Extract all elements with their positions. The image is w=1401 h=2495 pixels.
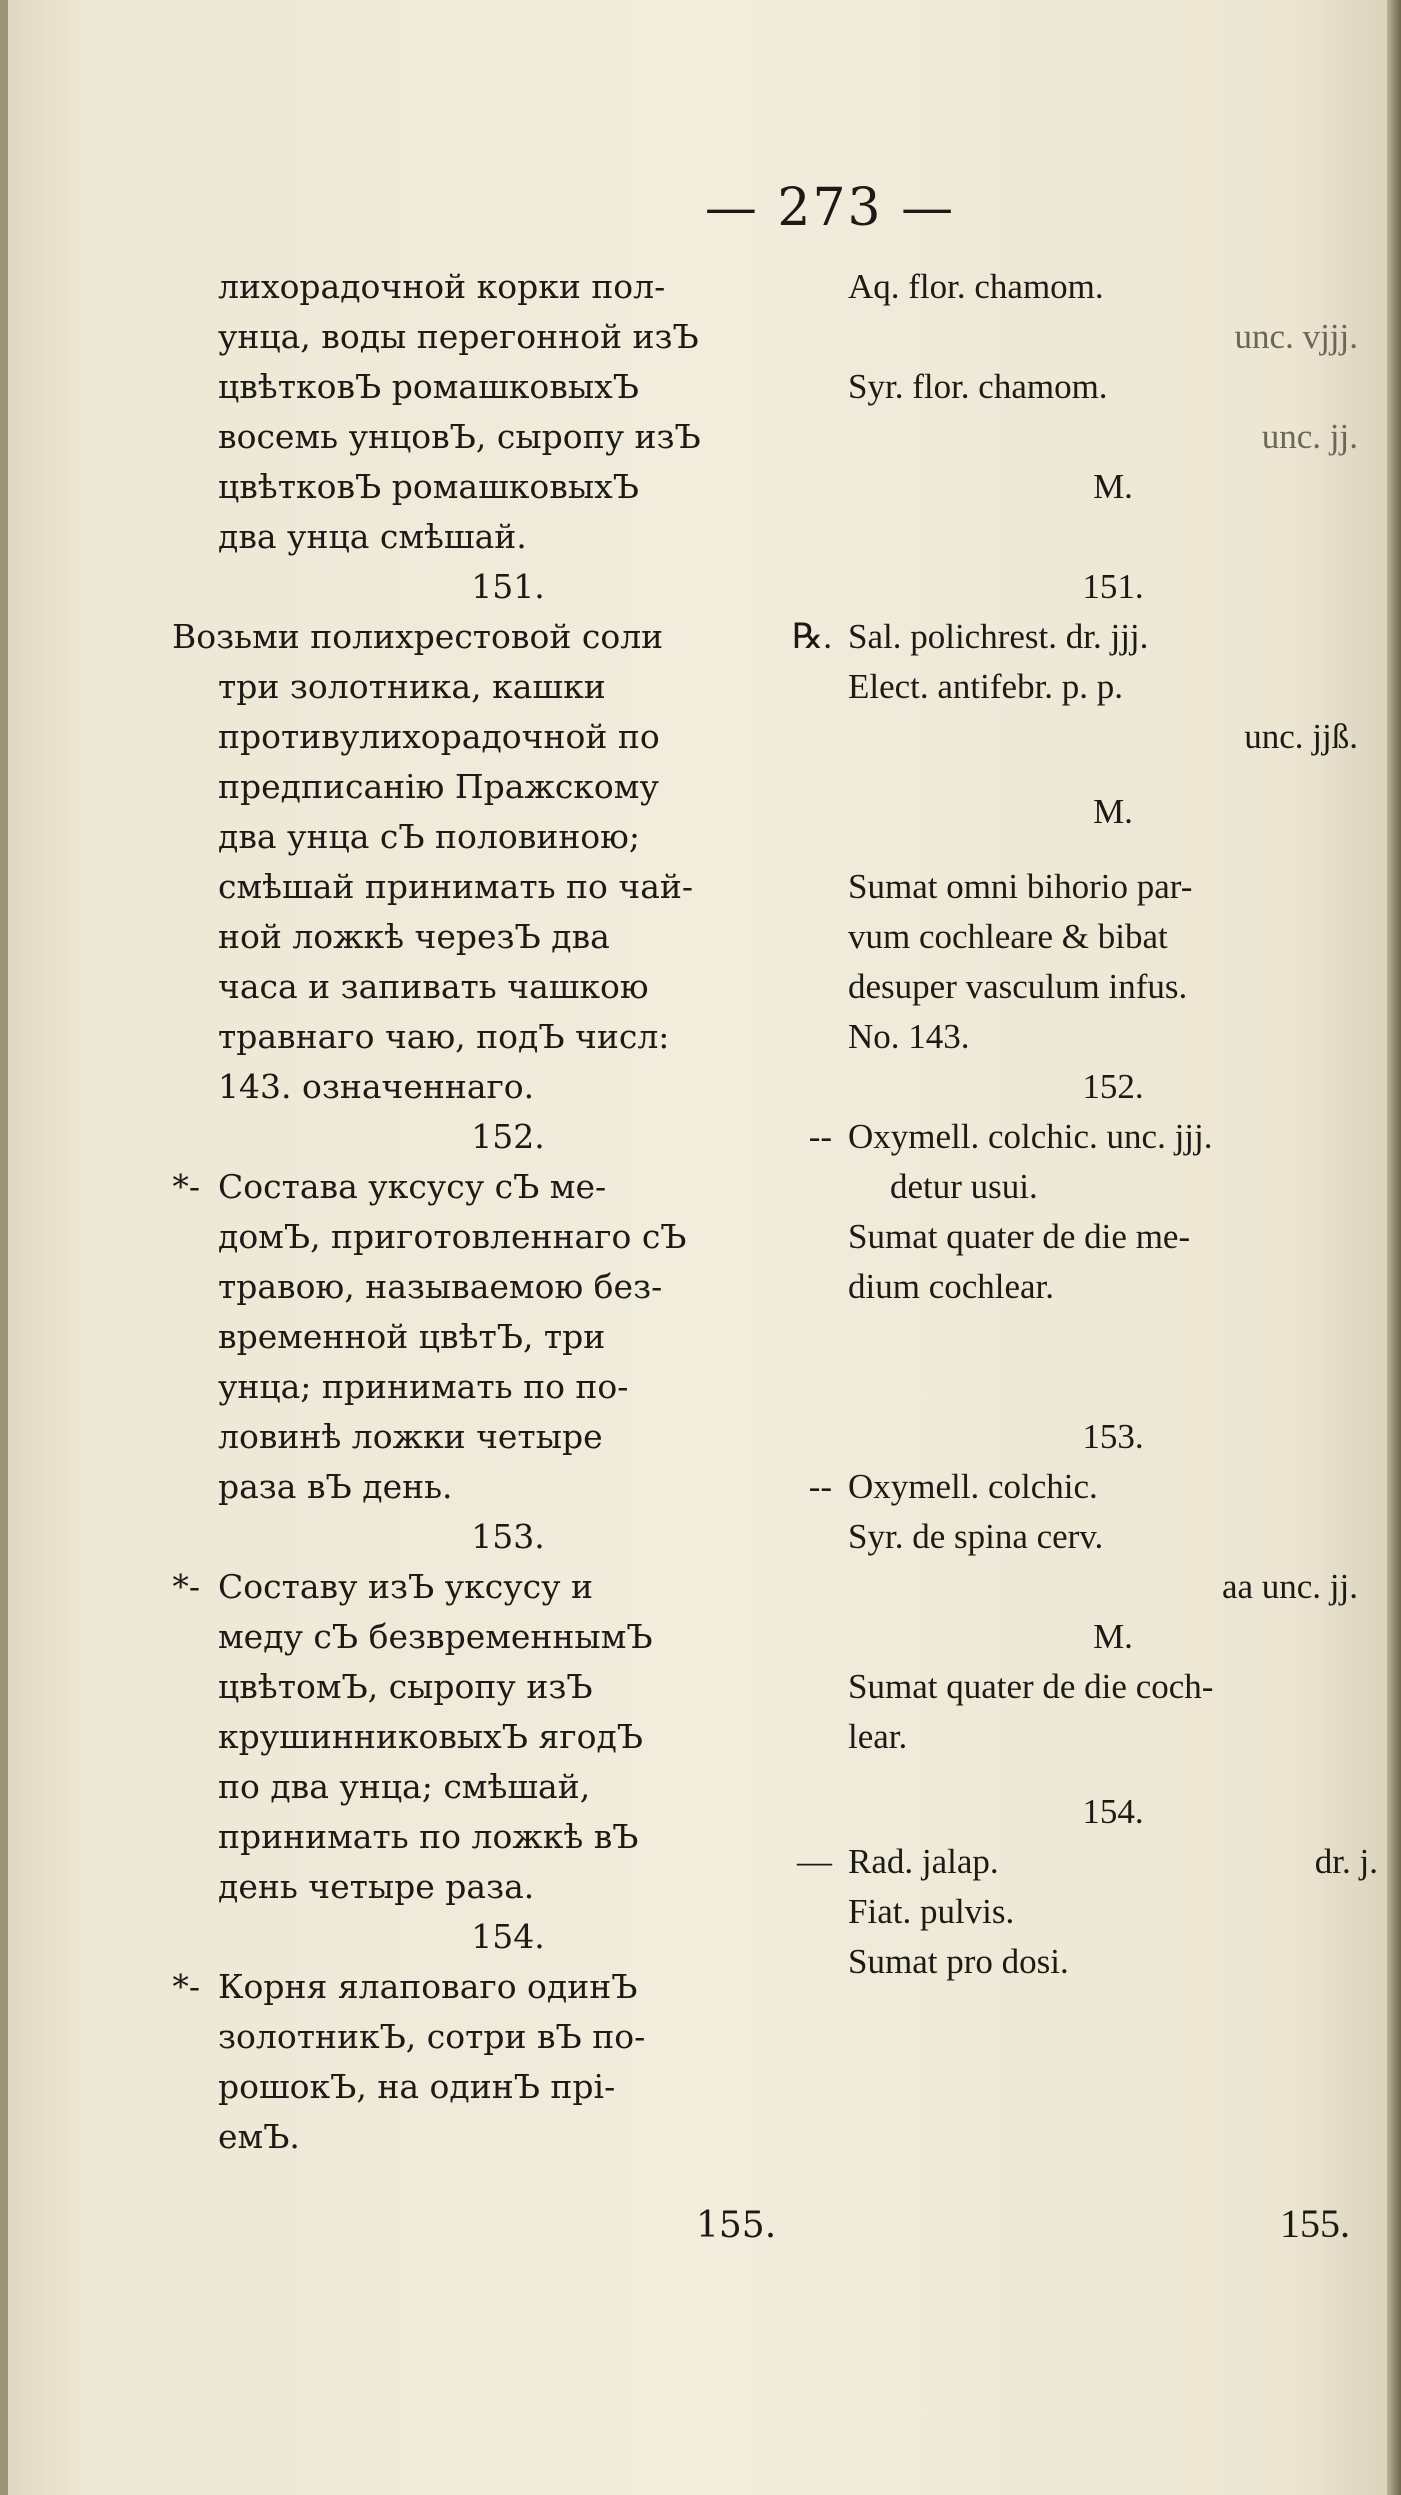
recipe-symbol: ℞. [791,617,832,656]
catchword-left: 155. [696,2205,777,2246]
text-line: цвѣтковЪ ромашковыхЪ [218,367,639,406]
text-line: unc. jj. [1261,417,1358,456]
text-line: M. [1093,467,1133,506]
text-line: по два унца; смѣшай, [218,1767,591,1806]
text-line: день четыре раза. [218,1867,535,1906]
text-line: Sumat pro dosi. [848,1942,1069,1981]
text-line: Корня ялаповаго одинЪ [218,1967,638,2006]
recipe-number: 151. [1082,567,1144,606]
text-line: крушинниковыхЪ ягодЪ [218,1717,643,1756]
text-line: унца, воды перегонной изЪ [218,317,699,356]
text-line: цвѣтомЪ, сыропу изЪ [218,1667,593,1706]
text-line: Oxymell. colchic. [848,1467,1098,1506]
recipe-number: 154. [1082,1792,1144,1831]
text-line: лихорадочной корки пол- [218,267,666,306]
text-line: травнаго чаю, подЪ числ: [218,1017,670,1056]
text-line: Rad. jalap. [848,1842,999,1881]
recipe-number: 154. [471,1917,545,1956]
text-line: unc. jjß. [1244,717,1358,756]
text-line: емЪ. [218,2117,300,2156]
text-line: detur usui. [890,1167,1038,1206]
text-line: домЪ, приготовленнаго сЪ [218,1217,687,1256]
text-line: Fiat. pulvis. [848,1892,1015,1931]
recipe-number: 153. [471,1517,545,1556]
text-line: desuper vasculum infus. [848,967,1188,1006]
recipe-number: 152. [471,1117,545,1156]
text-line: ловинѣ ложки четыре [218,1417,603,1456]
entry-marker: *- [172,1567,200,1606]
entry-marker: — [797,1842,832,1881]
text-line: предписанію Пражскому [218,767,659,806]
text-line: Aq. flor. chamom. [848,267,1104,306]
text-line: золотникЪ, сотри вЪ по- [218,2017,646,2056]
text-line: часа и запивать чашкою [218,967,649,1006]
recipe-number: 152. [1082,1067,1144,1106]
entry-marker: *- [172,1967,200,2006]
text-line: M. [1093,792,1133,831]
recipe-number: 153. [1082,1417,1144,1456]
page-edge-right [1387,0,1401,2495]
page-number: — 273 — [704,178,956,238]
text-line: раза вЪ день. [218,1467,453,1506]
latin-column [791,262,1378,1987]
text-line: vum cochleare & bibat [848,917,1168,956]
text-line: травою, называемою без- [218,1267,663,1306]
text-line: временной цвѣтЪ, три [218,1317,606,1356]
text-line: меду сЪ безвременнымЪ [218,1617,653,1656]
text-line: Составу изЪ уксусу и [218,1567,594,1606]
entry-marker: -- [808,1117,832,1156]
text-line: M. [1093,1617,1133,1656]
text-line: три золотника, кашки [218,667,606,706]
text-line: Sumat quater de die me- [848,1217,1191,1256]
text-line: unc. vjjj. [1234,317,1358,356]
text-line: lear. [848,1717,908,1756]
text-line: Sumat omni bihorio par- [848,867,1193,906]
text-line: противулихорадочной по [218,717,660,756]
text-line: Elect. antifebr. p. p. [848,667,1124,706]
text-line: принимать по ложкѣ вЪ [218,1817,639,1856]
recipe-number: 151. [471,567,545,606]
text-line: ной ложкѣ черезЪ два [218,917,610,956]
text-line: Состава уксусу сЪ ме- [218,1167,607,1206]
text-line: aa unc. jj. [1221,1567,1358,1606]
text-line: dium cochlear. [848,1267,1055,1306]
text-line: dr. j. [1314,1842,1378,1881]
text-line: цвѣтковЪ ромашковыхЪ [218,467,639,506]
text-line: восемь унцовЪ, сыропу изЪ [218,417,701,456]
text-line: два унца смѣшай. [218,517,527,556]
text-line: рошокЪ, на одинЪ прі- [218,2067,616,2106]
catchword-right: 155. [1280,2201,1350,2246]
entry-marker: *- [172,1167,200,1206]
text-line: унца; принимать по по- [218,1367,629,1406]
page-edge-left [0,0,8,2495]
text-line: Sumat quater de die coch- [848,1667,1214,1706]
text-line: Syr. flor. chamom. [848,367,1108,406]
text-line: два унца сЪ половиною; [218,817,641,856]
text-line: Sal. polichrest. dr. jjj. [848,617,1149,656]
text-line: Возьми полихрестовой соли [172,617,664,656]
text-line: Oxymell. colchic. unc. jjj. [848,1117,1213,1156]
text-line: 143. означеннаго. [218,1067,535,1106]
text-line: Syr. de spina cerv. [848,1517,1104,1556]
entry-marker: -- [808,1467,832,1506]
text-line: смѣшай принимать по чай- [218,867,694,906]
russian-column [172,262,798,2162]
text-line: No. 143. [848,1017,970,1056]
